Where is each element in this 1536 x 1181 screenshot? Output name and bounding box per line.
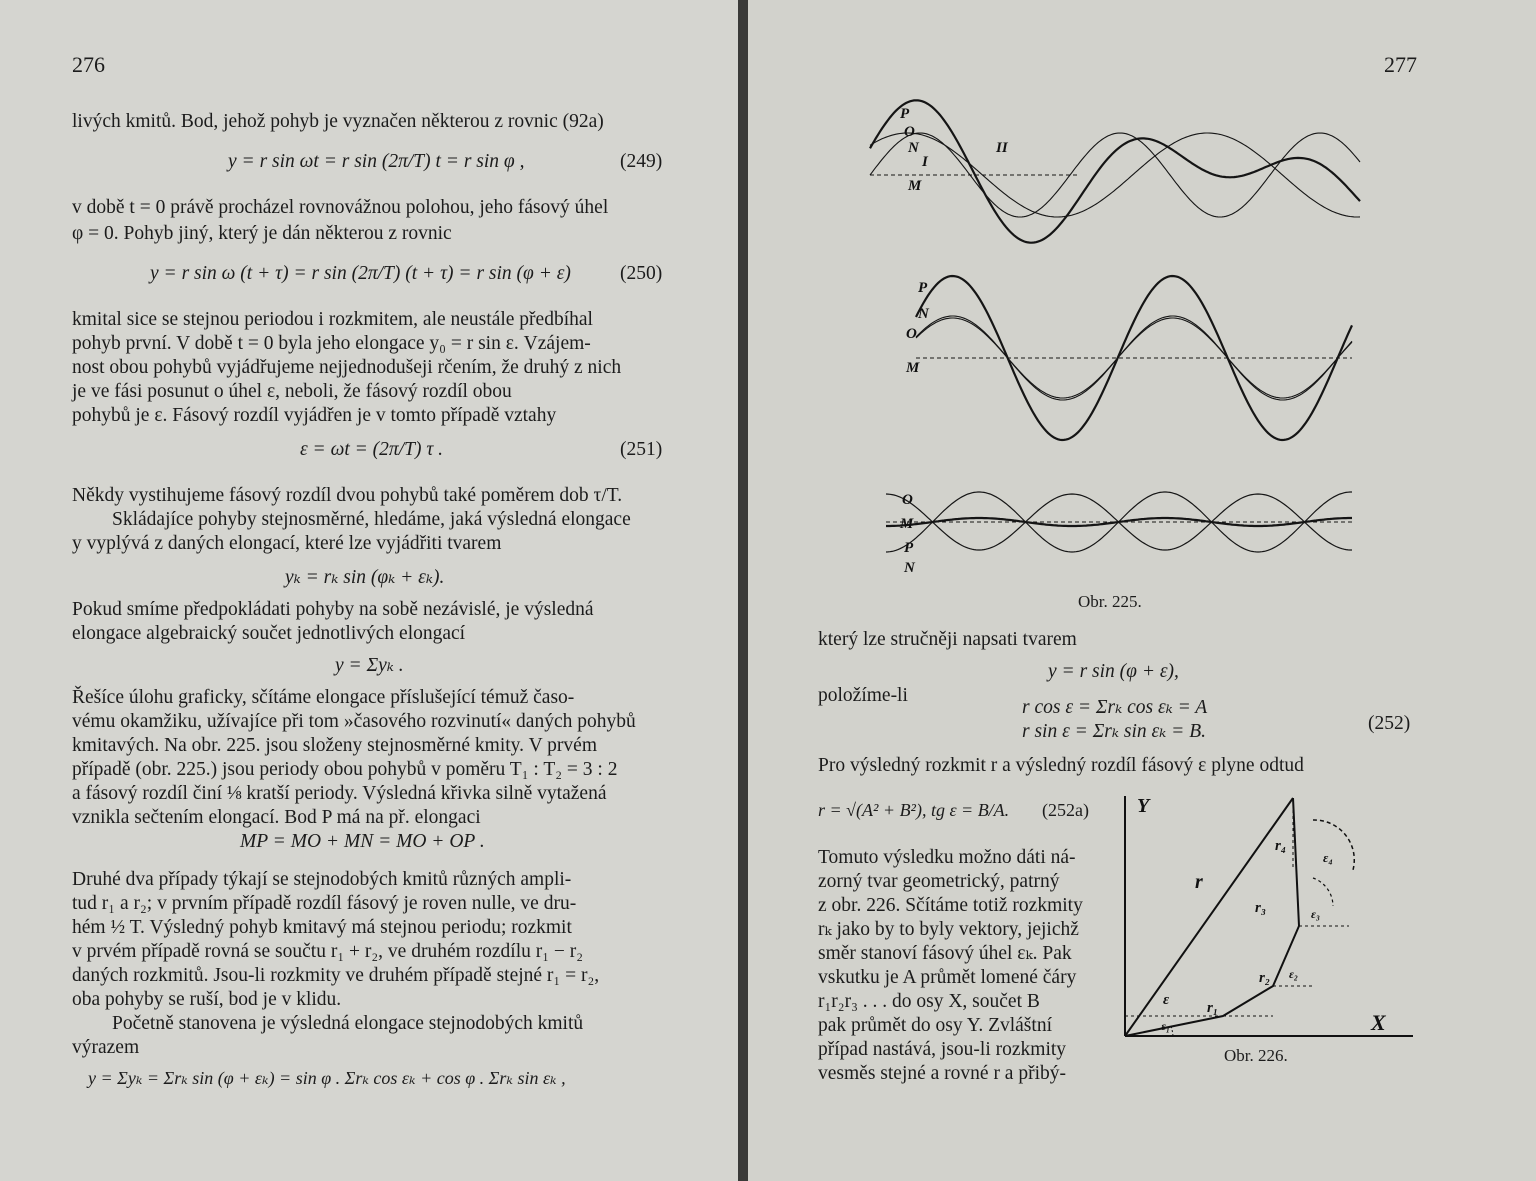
text-line: daných rozkmitů. Jsou-li rozkmity ve druhém případě stejné r₁ = r₂, bbox=[72, 965, 600, 986]
text-line: kmitavých. Na obr. 225. jsou složeny stejnosměrné kmity. V prvém bbox=[72, 735, 597, 756]
text-line: vesměs stejné a rovné r a přibý- bbox=[818, 1063, 1066, 1084]
text-line: rₖ jako by to byly vektory, jejichž bbox=[818, 919, 1079, 940]
fig225-bottom-panel bbox=[886, 492, 1352, 552]
equation-number: (252) bbox=[1368, 713, 1411, 734]
text-line: Pro výsledný rozkmit r a výsledný rozdíl fásový ε plyne odtud bbox=[818, 755, 1304, 776]
text-line: vznikla sečtením elongací. Bod P má na př. elongaci bbox=[72, 807, 481, 828]
label-r1: r₁ bbox=[1207, 1000, 1219, 1016]
equation-number: (250) bbox=[620, 263, 663, 284]
equation-number: (249) bbox=[620, 151, 663, 172]
wave-difference bbox=[886, 518, 1352, 526]
label-M: M bbox=[908, 178, 922, 194]
text-line: φ = 0. Pohyb jiný, který je dán některou z rovnic bbox=[72, 223, 452, 244]
label-M: M bbox=[906, 360, 920, 376]
label-O: O bbox=[906, 326, 917, 342]
label-II: II bbox=[996, 140, 1008, 156]
equation-sum: y = Σyₖ . bbox=[335, 655, 404, 676]
text-line: položíme-li bbox=[818, 685, 908, 706]
text-line: elongace algebraický součet jednotlivých elongací bbox=[72, 623, 466, 644]
figure-225 bbox=[748, 0, 1536, 600]
text-line: Početně stanovena je výsledná elongace stejnodobých kmitů bbox=[112, 1013, 584, 1034]
label-O: O bbox=[904, 124, 915, 140]
text-line: oba pohyby se ruší, bod je v klidu. bbox=[72, 989, 342, 1010]
book-gutter bbox=[738, 0, 748, 1181]
page-number: 277 bbox=[1384, 52, 1417, 77]
text-line: Skládajíce pohyby stejnosměrné, hledáme, jaká výsledná elongace bbox=[112, 509, 631, 530]
text-line: Někdy vystihujeme fásový rozdíl dvou pohybů také poměrem dob τ/T. bbox=[72, 485, 623, 506]
label-I: I bbox=[922, 154, 928, 170]
text-line: pohybů je ε. Fásový rozdíl vyjádřen je v tomto případě vztahy bbox=[72, 405, 557, 426]
equation-249: y = r sin ωt = r sin (2π/T) t = r sin φ , bbox=[228, 151, 525, 172]
label-epsilon: ε bbox=[1163, 992, 1170, 1008]
label-N: N bbox=[908, 140, 919, 156]
equation-252b: r sin ε = Σrₖ sin εₖ = B. bbox=[1022, 721, 1206, 742]
label-N: N bbox=[918, 306, 929, 322]
label-epsilon3: ε₃ bbox=[1311, 907, 1321, 921]
label-N: N bbox=[904, 560, 915, 576]
text-line: r₁r₂r₃ . . . do osy X, součet B bbox=[818, 991, 1040, 1012]
label-O: O bbox=[902, 492, 913, 508]
label-r4: r₄ bbox=[1275, 838, 1287, 854]
figure-225-caption: Obr. 225. bbox=[1078, 592, 1142, 611]
text-line: případě (obr. 225.) jsou periody obou pohybů v poměru T₁ : T₂ = 3 : 2 bbox=[72, 759, 618, 780]
equation-number: (251) bbox=[620, 439, 663, 460]
text-line: nost obou pohybů vyjádřujeme nejjednodušeji rčením, že druhý z nich bbox=[72, 357, 622, 378]
equation-number: (252a) bbox=[1042, 800, 1089, 820]
text-line: Pokud smíme předpokládati pohyby na sobě nezávislé, je výsledná bbox=[72, 599, 594, 620]
text-line: v době t = 0 právě procházel rovnovážnou polohou, jeho fásový úhel bbox=[72, 197, 609, 218]
text-line: livých kmitů. Bod, jehož pohyb je vyznačen některou z rovnic (92a) bbox=[72, 111, 604, 132]
equation-final: y = Σyₖ = Σrₖ sin (φ + εₖ) = sin φ . Σrₖ cos εₖ + cos φ . Σrₖ sin εₖ , bbox=[88, 1068, 566, 1088]
equation-252a: r cos ε = Σrₖ cos εₖ = A bbox=[1022, 697, 1208, 718]
label-Y: Y bbox=[1137, 795, 1150, 817]
fig225-middle-panel bbox=[916, 276, 1352, 440]
label-P: P bbox=[900, 106, 910, 122]
equation-yk: yₖ = rₖ sin (φₖ + εₖ). bbox=[285, 567, 445, 588]
text-line: Tomuto výsledku možno dáti ná- bbox=[818, 847, 1076, 868]
label-epsilon1: ε₁ bbox=[1161, 1019, 1171, 1033]
label-r: r bbox=[1195, 871, 1203, 893]
text-line: a fásový rozdíl činí ⅛ kratší periody. Výsledná křivka silně vytažená bbox=[72, 783, 607, 804]
text-line: kmital sice se stejnou periodou i rozkmitem, ale neustále předbíhal bbox=[72, 309, 593, 330]
text-line: je ve fási posunut o úhel ε, neboli, že fásový rozdíl obou bbox=[72, 381, 512, 402]
label-P: P bbox=[918, 280, 928, 296]
text-line: Řešíce úlohu graficky, sčítáme elongace příslušející témuž časo- bbox=[72, 687, 575, 708]
label-epsilon4: ε₄ bbox=[1323, 850, 1333, 865]
text-line: pohyb první. V době t = 0 byla jeho elongace y₀ = r sin ε. Vzájem- bbox=[72, 333, 591, 354]
label-r3: r₃ bbox=[1255, 900, 1267, 916]
figure-226-caption: Obr. 226. bbox=[1224, 1046, 1288, 1065]
text-line: směr stanoví fásový úhel εₖ. Pak bbox=[818, 943, 1072, 964]
text-line: y vyplývá z daných elongací, které lze vyjádřiti tvarem bbox=[72, 533, 502, 554]
text-line: zorný tvar geometrický, patrný bbox=[818, 871, 1060, 892]
equation-mp: MP = MO + MN = MO + OP . bbox=[240, 831, 485, 852]
equation-252a-full: r = √(A² + B²), tg ε = B/A. bbox=[818, 800, 1010, 820]
label-epsilon2: ε₂ bbox=[1289, 967, 1299, 981]
label-r2: r₂ bbox=[1259, 970, 1271, 986]
text-line: pak průmět do osy Y. Zvláštní bbox=[818, 1015, 1052, 1036]
label-P: P bbox=[904, 540, 914, 556]
text-line: tud r₁ a r₂; v prvním případě rozdíl fásový je roven nulle, ve dru- bbox=[72, 893, 577, 914]
text-line: hém ½ T. Výsledný pohyb kmitavý má stejnou periodu; rozkmit bbox=[72, 917, 572, 938]
figure-226 bbox=[1113, 790, 1433, 1050]
text-line: z obr. 226. Sčítáme totiž rozkmity bbox=[818, 895, 1083, 916]
label-M: M bbox=[900, 516, 914, 532]
text-line: vému okamžiku, užívajíce při tom »časového rozvinutí« daných pohybů bbox=[72, 711, 636, 732]
equation-251: ε = ωt = (2π/T) τ . bbox=[300, 439, 444, 460]
text-line: v prvém případě rovná se součtu r₁ + r₂, ve druhém rozdílu r₁ − r₂ bbox=[72, 941, 584, 962]
equation-short: y = r sin (φ + ε), bbox=[1048, 661, 1179, 682]
right-page bbox=[748, 0, 1536, 1181]
page-number: 276 bbox=[72, 52, 105, 77]
text-line: případ nastává, jsou-li rozkmity bbox=[818, 1039, 1067, 1060]
text-line: který lze stručněji napsati tvarem bbox=[818, 629, 1077, 650]
equation-250: y = r sin ω (t + τ) = r sin (2π/T) (t + τ) = r sin (φ + ε) bbox=[150, 263, 571, 284]
wave-resultant bbox=[870, 100, 1360, 242]
fig225-top-panel bbox=[870, 100, 1360, 242]
left-page bbox=[0, 0, 738, 1181]
label-X: X bbox=[1371, 1010, 1386, 1035]
text-line: vskutku je A průmět lomené čáry bbox=[818, 967, 1077, 988]
text-line: výrazem bbox=[72, 1037, 140, 1058]
text-line: Druhé dva případy týkají se stejnodobých kmitů různých ampli- bbox=[72, 869, 572, 890]
